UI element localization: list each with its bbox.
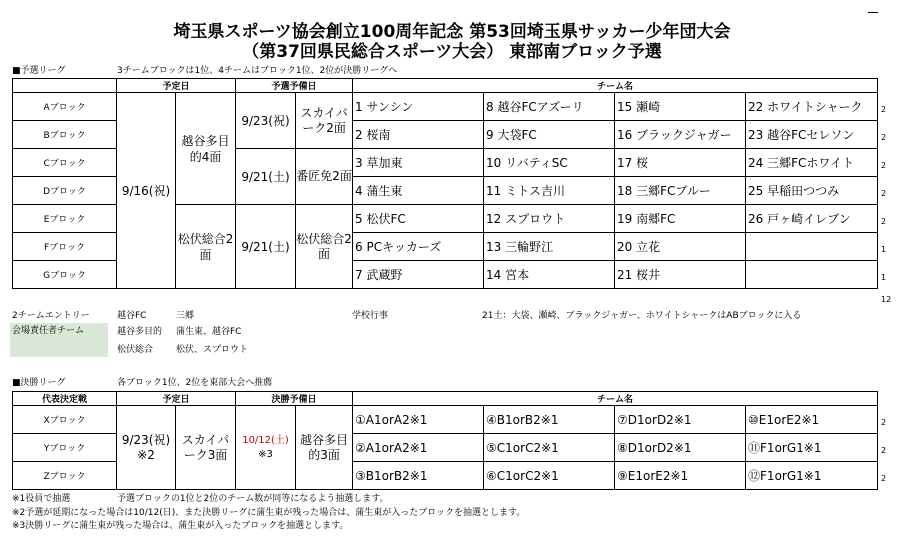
block-count: 2	[881, 189, 887, 198]
prelim-date: 9/16(祝)	[117, 93, 176, 289]
team-cell: 14 宮本	[484, 261, 615, 289]
entry-value: 越谷FC	[117, 311, 147, 321]
school-event-label: 学校行事	[352, 311, 389, 321]
reserve-date: 9/21(土)	[236, 149, 296, 205]
block-count: 1	[881, 245, 887, 254]
school-event-note: 21土：大袋、瀬崎、ブラックジャガー、ホワイトシャークはABブロックに入る	[482, 311, 802, 321]
header-date: 予定日	[117, 79, 236, 93]
team-cell: ①A1orA2※1	[353, 406, 484, 434]
team-cell: ⑫F1orG1※1	[746, 462, 878, 490]
team-cell: ②A1orA2※1	[353, 434, 484, 462]
team-cell: ⑤C1orC2※1	[484, 434, 615, 462]
resp-venue: 越谷多目的	[117, 327, 163, 337]
block-label: Aブロック	[13, 93, 117, 121]
block-label: Zブロック	[13, 462, 117, 490]
team-cell: ⑥C1orC2※1	[484, 462, 615, 490]
header-date: 予定日	[117, 392, 236, 406]
prelim-venue: 越谷多目的4面	[176, 93, 236, 205]
reserve-venue: 松伏総合2面	[296, 205, 353, 289]
team-cell: 26 戸ヶ崎イレブン	[746, 205, 878, 233]
page-subtitle: （第37回県民総合スポーツ大会） 東部南ブロック予選	[242, 42, 662, 62]
total-count: 12	[881, 295, 892, 304]
prelim-table	[12, 78, 878, 289]
header-reserve: 予選予備日	[236, 79, 353, 93]
resp-venue: 松伏総合	[117, 345, 154, 355]
prelim-section-label: ■予選リーグ	[12, 66, 66, 76]
footnote: ※2予選が延期になった場合は10/12(日)、また決勝リーグに蒲生東が残った場合は、蒲生東が入ったブロックを抽選とします。	[12, 508, 526, 518]
team-cell	[746, 261, 878, 289]
top-rule	[868, 12, 878, 13]
venue-responsible-label: 会場責任者チーム	[10, 323, 108, 357]
team-cell: 9 大袋FC	[484, 121, 615, 149]
team-cell	[746, 233, 878, 261]
block-label: Bブロック	[13, 121, 117, 149]
final-reserve-date	[236, 406, 296, 490]
team-cell: 23 越谷FCセレソン	[746, 121, 878, 149]
block-count: 2	[881, 217, 887, 226]
block-count: 2	[881, 133, 887, 142]
prelim-venue: 松伏総合2面	[176, 205, 236, 289]
team-cell: 20 立花	[615, 233, 746, 261]
final-section-label: ■決勝リーグ	[12, 378, 66, 388]
block-label: Cブロック	[13, 149, 117, 177]
team-cell: ⑨E1orE2※1	[615, 462, 746, 490]
team-cell: ⑦D1orD2※1	[615, 406, 746, 434]
entry-value: 三郷	[176, 311, 195, 321]
block-label: Eブロック	[13, 205, 117, 233]
entry-label: 2チームエントリー	[12, 311, 90, 321]
team-cell: 16 ブラックジャガー	[615, 121, 746, 149]
header-teams: チーム名	[353, 392, 878, 406]
reserve-venue: 番匠免2面	[296, 149, 353, 205]
final-table	[12, 391, 878, 490]
block-label: Dブロック	[13, 177, 117, 205]
header-blank	[13, 79, 117, 93]
footnote: ※1役員で抽選	[12, 494, 71, 504]
team-cell: ③B1orB2※1	[353, 462, 484, 490]
final-reserve-note: ※3	[258, 448, 273, 460]
header-teams: チーム名	[353, 79, 878, 93]
team-cell: ④B1orB2※1	[484, 406, 615, 434]
footnote: ※3決勝リーグに蒲生東が残った場合は、蒲生東が入ったブロックを抽選とします。	[12, 521, 349, 531]
team-cell: 21 桜井	[615, 261, 746, 289]
block-count: 2	[881, 418, 887, 427]
team-cell: 11 ミトス吉川	[484, 177, 615, 205]
team-cell: 17 桜	[615, 149, 746, 177]
block-count: 2	[881, 474, 887, 483]
team-cell: 4 蒲生東	[353, 177, 484, 205]
team-cell: 19 南郷FC	[615, 205, 746, 233]
page-title: 埼玉県スポーツ協会創立100周年記念 第53回埼玉県サッカー少年団大会	[173, 22, 731, 42]
team-cell: 15 瀬崎	[615, 93, 746, 121]
team-cell: 25 早稲田つつみ	[746, 177, 878, 205]
team-cell: 1 サンシン	[353, 93, 484, 121]
team-cell: 10 リバティSC	[484, 149, 615, 177]
team-cell: ⑧D1orD2※1	[615, 434, 746, 462]
prelim-note: 3チームブロックは1位、4チームはブロック1位、2位が決勝リーグへ	[117, 66, 398, 76]
team-cell: 18 三郷FCブルー	[615, 177, 746, 205]
resp-teams: 松伏、スプロウト	[176, 345, 249, 355]
team-cell: 22 ホワイトシャーク	[746, 93, 878, 121]
reserve-venue: スカイパーク2面	[296, 93, 353, 149]
team-cell: 3 草加東	[353, 149, 484, 177]
resp-teams: 蒲生東、越谷FC	[176, 327, 242, 337]
final-reserve-date-text: 10/12(土)	[242, 434, 289, 446]
block-count: 2	[881, 446, 887, 455]
team-cell: 12 スプロウト	[484, 205, 615, 233]
final-venue: スカイパーク3面	[176, 406, 236, 490]
reserve-date: 9/23(祝)	[236, 93, 296, 149]
team-cell: 8 越谷FCアズーリ	[484, 93, 615, 121]
team-cell: 5 松伏FC	[353, 205, 484, 233]
block-count: 1	[881, 273, 887, 282]
block-label: Fブロック	[13, 233, 117, 261]
block-count: 2	[881, 105, 887, 114]
block-label: Gブロック	[13, 261, 117, 289]
reserve-date: 9/21(土)	[236, 205, 296, 289]
team-cell: 6 PCキッカーズ	[353, 233, 484, 261]
block-label: Yブロック	[13, 434, 117, 462]
block-label: Xブロック	[13, 406, 117, 434]
team-cell: 13 三輪野江	[484, 233, 615, 261]
team-cell: 24 三郷FCホワイト	[746, 149, 878, 177]
header-rep: 代表決定戦	[13, 392, 117, 406]
team-cell: 7 武蔵野	[353, 261, 484, 289]
footnote: 予選ブロックの1位と2位のチーム数が同等になるよう抽選します。	[117, 494, 389, 504]
team-cell: ⑪F1orG1※1	[746, 434, 878, 462]
team-cell: 2 桜南	[353, 121, 484, 149]
block-count: 2	[881, 161, 887, 170]
final-reserve-venue: 越谷多目的3面	[296, 406, 353, 490]
header-reserve: 決勝予備日	[236, 392, 353, 406]
final-date: 9/23(祝) ※2	[117, 406, 176, 490]
team-cell: ⑩E1orE2※1	[746, 406, 878, 434]
final-note: 各ブロック1位、2位を東部大会へ推薦	[117, 378, 273, 388]
